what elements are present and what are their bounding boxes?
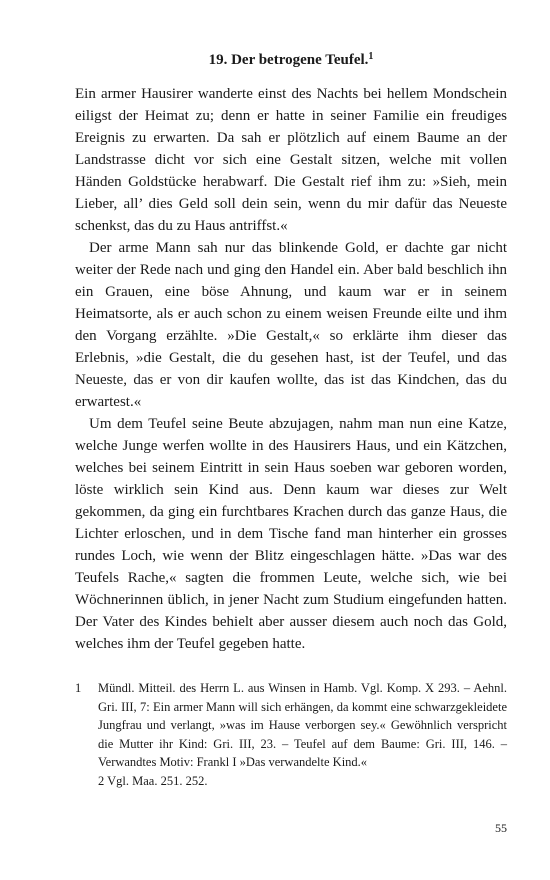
footnote-text: Mündl. Mitteil. des Herrn L. aus Winsen in Hamb. Vgl. Komp. X 293. – Aehnl. Gri. III, 7: Ein armer Mann will sich erhängen, da kommt eine schwarzgekleidete Jungfrau und verlangt, »was im Hause verborgen sey.« Gewöhnlich verspricht die Mutter ihr Kind: Gri. III, 23. – Teufel auf dem Baume: Gri. III, 146. – Verwandtes Motiv: Frankl I »Das verwandelte Kind.«	[98, 681, 507, 769]
paragraph-2: Der arme Mann sah nur das blinkende Gold, er dachte gar nicht weiter der Rede nach und ging den Handel ein. Aber bald beschlich ihn ein Grauen, eine böse Ahnung, und kaum war er in seinem Heimatsorte, als er auch schon zu einem weisen Freunde eilte und ihm den Vorgang erzählte. »Die Gestalt,« so erklärte ihm dieser das Erlebnis, »die Gestalt, die du gesehen hast, ist der Teufel, und das Neueste, das er von dir kaufen wollte, das ist das Kindchen, das du erwartest.«	[75, 240, 507, 410]
story-title-text: 19. Der betrogene Teufel.	[208, 52, 369, 68]
page-number: 55	[495, 821, 507, 835]
paragraph-3: Um dem Teufel seine Beute abzujagen, nahm man nun eine Katze, welche Junge werfen wollte in des Hausirers Haus, und ein Kätzchen, welches bei seinem Eintritt in sein Haus soeben war geboren worden, löste wirklich sein Kind aus. Denn kaum war dieses zur Welt gekommen, da ging ein furchtbares Krachen durch das ganze Haus, die Lichter erloschen, und in dem Tische fand man hinterher ein grosses rundes Loch, wie wenn der Blitz eingeschlagen hätte. »Das war des Teufels Rache,« sagten die frommen Leute, welche sich, wie bei Wöchnerinnen üblich, in jener Nacht zum Studium eingefunden hatten. Der Vater des Kindes behielt aber ausser diesem auch noch das Gold, welches ihm der Teufel gegeben hatte.	[75, 416, 507, 652]
main-text-block	[75, 50, 507, 655]
footnotes	[75, 679, 507, 790]
footnote-number: 1	[75, 681, 82, 695]
footnote-1	[75, 679, 507, 772]
footnote-2: 2 Vgl. Maa. 251. 252.	[98, 773, 208, 788]
story-title	[75, 50, 507, 70]
title-footnote-mark: 1	[368, 51, 374, 62]
paragraph-1: Ein armer Hausirer wanderte einst des Nachts bei hellem Mondschein eiligst der Heimat zu; denn er hatte in seiner Familie ein freudiges Ereignis zu erwarten. Da sah er plötzlich auf einem Baume an der Landstrasse dicht vor sich eine Gestalt sitzen, welche mit vollen Händen Goldstücke herabwarf. Die Gestalt rief ihm zu: »Sieh, mein Lieber, all’ dies Geld soll dein sein, wenn du mir dafür das Neueste schenkst, das du zu Haus antriffst.«	[75, 86, 507, 234]
